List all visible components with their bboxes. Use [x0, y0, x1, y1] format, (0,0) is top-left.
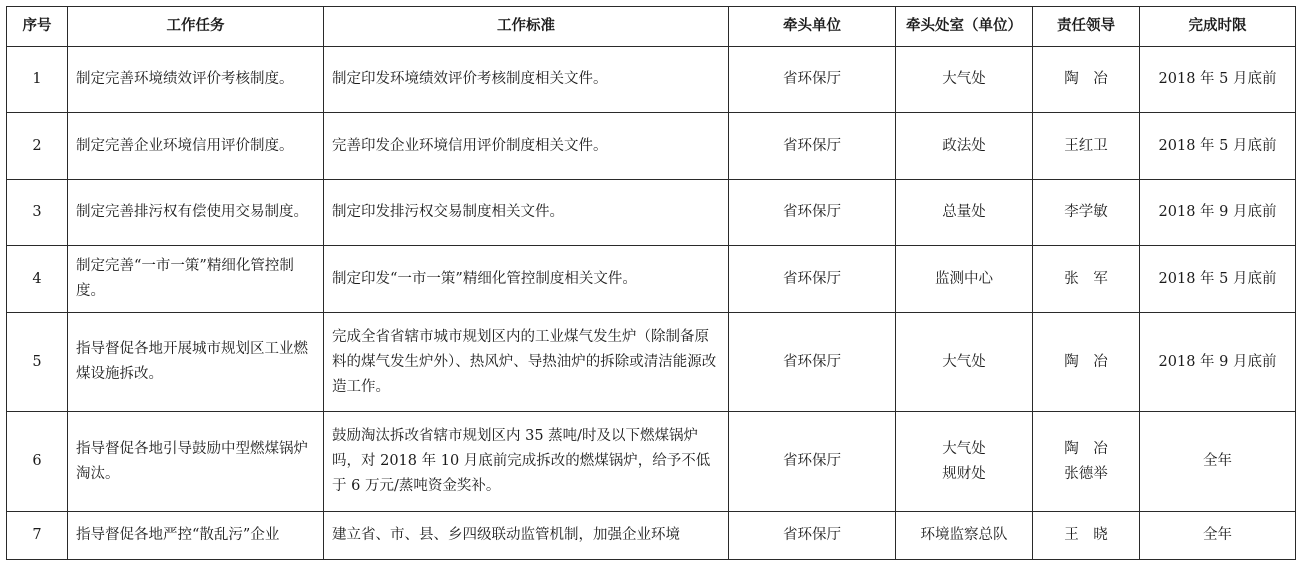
row-unit: 省环保厅 — [729, 246, 896, 313]
row-leader: 陶 冶 — [1033, 47, 1140, 113]
row-standard: 制定印发排污权交易制度相关文件。 — [324, 180, 729, 246]
row-unit: 省环保厅 — [729, 47, 896, 113]
row-standard: 制定印发“一市一策”精细化管控制度相关文件。 — [324, 246, 729, 313]
header-no: 序号 — [7, 7, 68, 47]
row-office: 政法处 — [896, 113, 1033, 180]
table-row — [7, 313, 1296, 412]
row-leader: 张 军 — [1033, 246, 1140, 313]
row-task: 制定完善环境绩效评价考核制度。 — [68, 47, 324, 113]
header-task: 工作任务 — [68, 7, 324, 47]
row-task: 制定完善排污权有偿使用交易制度。 — [68, 180, 324, 246]
row-standard: 建立省、市、县、乡四级联动监管机制，加强企业环境 — [324, 512, 729, 560]
row-task: 指导督促各地引导鼓励中型燃煤锅炉淘汰。 — [68, 412, 324, 512]
row-no: 3 — [7, 180, 68, 246]
row-unit: 省环保厅 — [729, 412, 896, 512]
row-office: 大气处 — [896, 47, 1033, 113]
table-row — [7, 246, 1296, 313]
header-leader: 责任领导 — [1033, 7, 1140, 47]
row-unit: 省环保厅 — [729, 180, 896, 246]
row-office: 监测中心 — [896, 246, 1033, 313]
row-standard: 鼓励淘汰拆改省辖市规划区内 35 蒸吨/时及以下燃煤锅炉吗，对 2018 年 10 月底前完成拆改的燃煤锅炉，给予不低于 6 万元/蒸吨资金奖补。 — [324, 412, 729, 512]
header-unit: 牵头单位 — [729, 7, 896, 47]
row-deadline: 2018 年 5 月底前 — [1140, 47, 1296, 113]
row-leader: 陶 冶 — [1033, 313, 1140, 412]
row-office: 大气处 规财处 — [896, 412, 1033, 512]
row-task: 指导督促各地严控“散乱污”企业 — [68, 512, 324, 560]
row-no: 7 — [7, 512, 68, 560]
table-row — [7, 512, 1296, 560]
row-deadline: 2018 年 5 月底前 — [1140, 113, 1296, 180]
row-leader: 王红卫 — [1033, 113, 1140, 180]
table-row — [7, 113, 1296, 180]
row-task: 制定完善企业环境信用评价制度。 — [68, 113, 324, 180]
row-unit: 省环保厅 — [729, 512, 896, 560]
row-office: 大气处 — [896, 313, 1033, 412]
header-row — [7, 7, 1296, 47]
table-row — [7, 180, 1296, 246]
table-row — [7, 412, 1296, 512]
row-deadline: 2018 年 9 月底前 — [1140, 313, 1296, 412]
row-no: 1 — [7, 47, 68, 113]
row-standard: 完成全省省辖市城市规划区内的工业煤气发生炉（除制备原料的煤气发生炉外）、热风炉、导热油炉的拆除或清洁能源改造工作。 — [324, 313, 729, 412]
row-leader: 王 晓 — [1033, 512, 1140, 560]
header-standard: 工作标准 — [324, 7, 729, 47]
row-no: 2 — [7, 113, 68, 180]
row-leader: 李学敏 — [1033, 180, 1140, 246]
row-deadline: 全年 — [1140, 512, 1296, 560]
row-office: 总量处 — [896, 180, 1033, 246]
row-unit: 省环保厅 — [729, 313, 896, 412]
row-standard: 完善印发企业环境信用评价制度相关文件。 — [324, 113, 729, 180]
row-no: 5 — [7, 313, 68, 412]
row-deadline: 全年 — [1140, 412, 1296, 512]
row-leader: 陶 冶 张德举 — [1033, 412, 1140, 512]
table-row — [7, 47, 1296, 113]
row-standard: 制定印发环境绩效评价考核制度相关文件。 — [324, 47, 729, 113]
row-no: 4 — [7, 246, 68, 313]
task-table — [6, 6, 1296, 560]
row-deadline: 2018 年 5 月底前 — [1140, 246, 1296, 313]
row-office: 环境监察总队 — [896, 512, 1033, 560]
header-office: 牵头处室（单位） — [896, 7, 1033, 47]
row-unit: 省环保厅 — [729, 113, 896, 180]
header-deadline: 完成时限 — [1140, 7, 1296, 47]
row-task: 指导督促各地开展城市规划区工业燃煤设施拆改。 — [68, 313, 324, 412]
row-deadline: 2018 年 9 月底前 — [1140, 180, 1296, 246]
row-no: 6 — [7, 412, 68, 512]
row-task: 制定完善“一市一策”精细化管控制度。 — [68, 246, 324, 313]
